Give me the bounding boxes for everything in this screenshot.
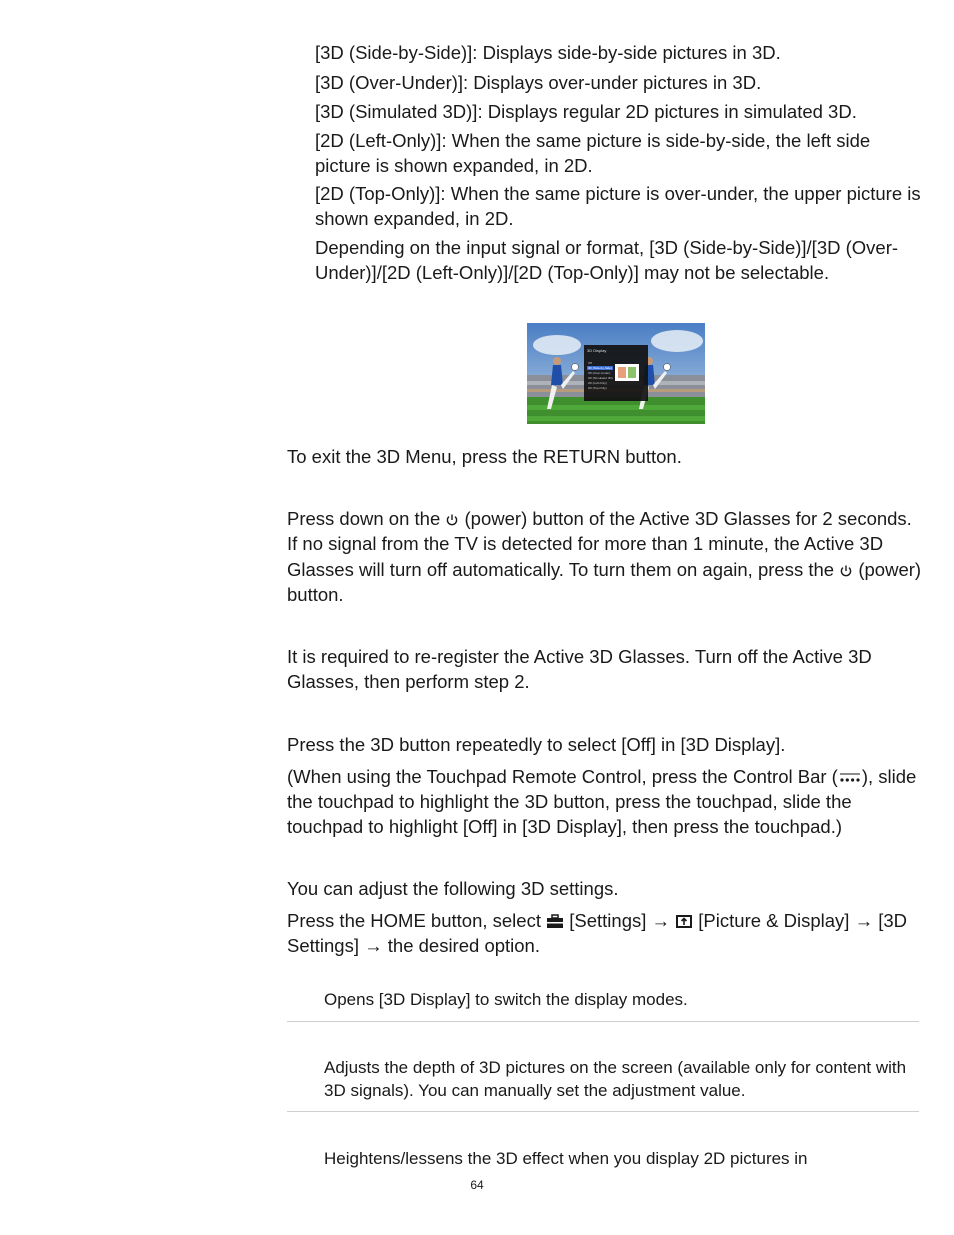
off-step-paragraph: Press the 3D button repeatedly to select [Off] in [3D Display]. [287, 734, 786, 755]
home-nav-text-1: Press the HOME button, select [287, 910, 541, 931]
menu-item: 3D (Simulated 3D) [588, 376, 613, 380]
glasses-off-paragraph [287, 506, 927, 607]
mode-side-by-side: [3D (Side-by-Side)]: Displays side-by-side pictures in 3D. [315, 42, 781, 63]
home-nav-text-3: [Picture & Display] → [3D Settings] → the desired option. [287, 910, 907, 956]
divider [287, 1021, 919, 1022]
option-depth-desc: Adjusts the depth of 3D pictures on the screen (available only for content with 3D signals). You can manually set the adjustment value. [324, 1058, 907, 1100]
divider [287, 1111, 919, 1112]
home-nav-text-2: [Settings] → [569, 910, 671, 931]
mode-top-only: [2D (Top-Only)]: When the same picture is over-under, the upper picture is shown expanded, in 2D. [315, 183, 921, 229]
glasses-off-text-3: (power) button. [287, 558, 922, 605]
adjust-paragraph: You can adjust the following 3D settings. [287, 878, 619, 899]
mode-left-only: [2D (Left-Only)]: When the same picture is side-by-side, the left side picture is shown expanded, in 2D. [315, 130, 871, 176]
mode-simulated: [3D (Simulated 3D)]: Displays regular 2D pictures in simulated 3D. [315, 101, 857, 122]
touchpad-text-1: (When using the Touchpad Remote Control, press the Control Bar ( [287, 766, 838, 787]
glasses-off-text-1: Press down on the [287, 508, 441, 529]
menu-item: 3D (Over-Under) [588, 371, 611, 375]
reregister-paragraph: It is required to re-register the Active 3D Glasses. Turn off the Active 3D Glasses, then perform step 2. [287, 646, 872, 692]
tv-3d-display-screenshot [527, 323, 705, 424]
menu-item: 2D (Top-Only) [588, 386, 607, 390]
control-bar-icon [838, 772, 862, 784]
menu-title: 3D Display [587, 348, 607, 353]
exit-instruction: To exit the 3D Menu, press the RETURN button. [287, 446, 682, 467]
mode-note: Depending on the input signal or format, [3D (Side-by-Side)]/[3D (Over-Under)]/[2D (Left-Only)]/[2D (Top-Only)] may not be selectable. [315, 237, 899, 283]
power-icon [839, 564, 853, 578]
mode-over-under: [3D (Over-Under)]: Displays over-under pictures in 3D. [315, 72, 762, 93]
option-3d-display-desc: Opens [3D Display] to switch the display modes. [324, 990, 688, 1009]
menu-item: 3D (Side-by-Side) [588, 366, 612, 370]
power-icon [445, 513, 459, 527]
option-simulated-effect-desc: Heightens/lessens the 3D effect when you display 2D pictures in [324, 1149, 808, 1168]
picture-display-icon [675, 914, 693, 929]
settings-toolbox-icon [546, 914, 564, 929]
touchpad-paragraph [287, 764, 927, 839]
home-nav-paragraph [287, 908, 927, 958]
touchpad-text-2: ), slide the touchpad to highlight the 3D button, press the touchpad, slide the touchpad to highlight [Off] in [3D Display], then press the touchpad.) [287, 766, 917, 837]
glasses-off-text-2: (power) button of the Active 3D Glasses for 2 seconds. If no signal from the TV is detected for more than 1 minute, the Active 3D Glasses will turn off automatically. To turn them on again, press the [287, 508, 912, 580]
page-number: 64 [470, 1178, 484, 1192]
menu-item: Off [588, 361, 592, 365]
menu-item: 2D (Left-Only) [588, 381, 607, 385]
